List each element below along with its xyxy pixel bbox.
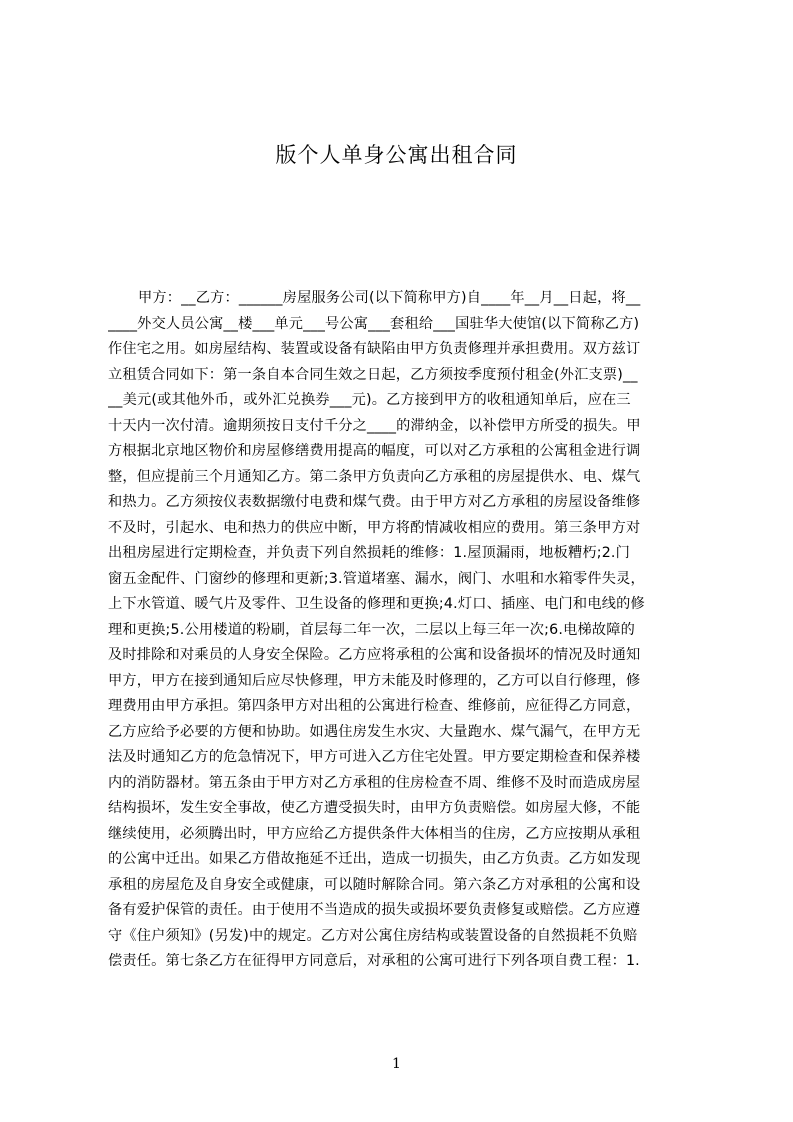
body-line: 上下水管道、暖气片及零件、卫生设备的修理和更换;4.灯口、插座、电门和电线的修 [108, 596, 645, 612]
body-line: 偿责任。第七条乙方在征得甲方同意后，对承租的公寓可进行下列各项自费工程：1. [108, 953, 640, 969]
body-line: __美元(或其他外币，或外汇兑换券___元)。乙方接到甲方的收租通知单后，应在三 [108, 392, 631, 408]
body-line: 理和更换;5.公用楼道的粉刷，首层每二年一次，二层以上每三年一次;6.电梯故障的 [108, 621, 636, 638]
document-title: 版个人单身公寓出租合同 [275, 143, 518, 167]
page-number: 1 [392, 1056, 401, 1072]
body-line: 窗五金配件、门窗纱的修理和更新;3.管道堵塞、漏水，阀门、水咀和水箱零件失灵， [108, 570, 645, 587]
body-line: 承租的房屋危及自身安全或健康，可以随时解除合同。第六条乙方对承租的公寓和设 [108, 876, 641, 893]
body-line: 法及时通知乙方的危急情况下，甲方可进入乙方住宅处置。甲方要定期检查和保养楼 [108, 749, 641, 765]
body-line: 整，但应提前三个月通知乙方。第二条甲方负责向乙方承租的房屋提供水、电、煤气 [108, 468, 641, 485]
body-line: 及时排除和对乘员的人身安全保险。乙方应将承租的公寓和设备损坏的情况及时通知 [108, 647, 641, 663]
contract-body-text [108, 286, 700, 975]
body-line: 出租房屋进行定期检查，并负责下列自然损耗的维修：1.屋顶漏雨，地板糟朽;2.门 [108, 545, 631, 561]
body-line: 和热力。乙方须按仪表数据缴付电费和煤气费。由于甲方对乙方承租的房屋设备维修 [108, 494, 641, 510]
body-line: 内的消防器材。第五条由于甲方对乙方承租的住房检查不周、维修不及时而造成房屋 [108, 774, 641, 791]
body-line: 继续使用，必须腾出时，甲方应给乙方提供条件大体相当的住房，乙方应按期从承租 [108, 825, 641, 842]
body-line: 理费用由甲方承担。第四条甲方对出租的公寓进行检查、维修前，应征得乙方同意， [108, 698, 641, 714]
body-line: 十天内一次付清。逾期须按日支付千分之____的滞纳金，以补偿甲方所受的损失。甲 [108, 417, 641, 434]
body-line: ____外交人员公寓__楼___单元___号公寓___套租给___国驻华大使馆(以下简称乙方) [108, 315, 640, 332]
body-line: 甲方，甲方在接到通知后应尽快修理，甲方未能及时修理的，乙方可以自行修理，修 [108, 672, 641, 689]
body-line: 方根据北京地区物价和房屋修缮费用提高的幅度，可以对乙方承租的公寓租金进行调 [108, 443, 641, 459]
body-line: 作住宅之用。如房屋结构、装置或设备有缺陷由甲方负责修理并承担费用。双方兹订 [108, 341, 641, 357]
body-line: 不及时，引起水、电和热力的供应中断，甲方将酌情减收相应的费用。第三条甲方对 [108, 519, 641, 536]
body-line: 备有爱护保管的责任。由于使用不当造成的损失或损坏要负责修复或赔偿。乙方应遵 [108, 902, 641, 918]
body-line: 立租赁合同如下：第一条自本合同生效之日起，乙方须按季度预付租金(外汇支票)__ [108, 366, 638, 383]
body-line: 乙方应给予必要的方便和协助。如遇住房发生水灾、大量跑水、煤气漏气，在甲方无 [108, 723, 641, 740]
body-line: 的公寓中迁出。如果乙方借故拖延不迁出，造成一切损失，由乙方负责。乙方如发现 [108, 851, 641, 867]
body-line: 甲方：__乙方：______房屋服务公司(以下简称甲方)自____年__月__日起，将__ [138, 290, 641, 306]
body-line: 结构损坏，发生安全事故，使乙方遭受损失时，由甲方负责赔偿。如房屋大修，不能 [108, 800, 641, 816]
body-line: 守《住户须知》(另发)中的规定。乙方对公寓住房结构或装置设备的自然损耗不负赔 [108, 927, 638, 944]
